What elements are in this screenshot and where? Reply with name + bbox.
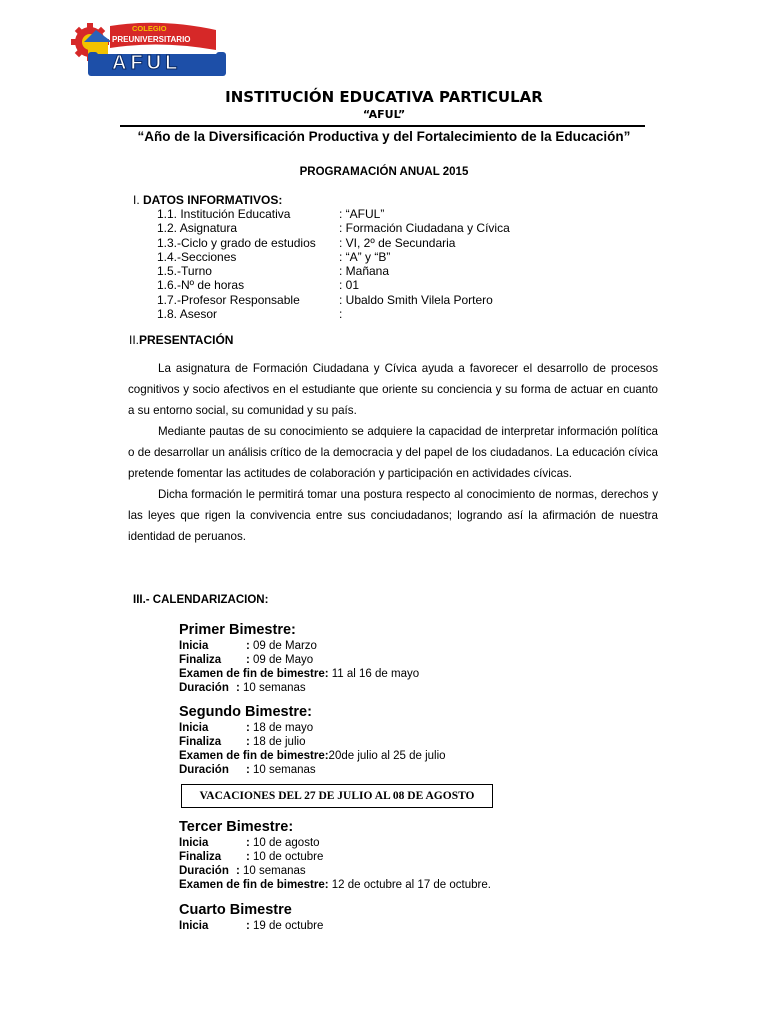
bimestre-row: [179, 836, 491, 850]
bimestre-value: 09 de Marzo: [253, 640, 317, 652]
bimestre-key: Finaliza: [179, 851, 222, 863]
bimestre-key: Examen de fin de bimestre:: [179, 750, 329, 762]
datos-value: : Mañana: [339, 264, 390, 279]
bimestre-row: [179, 878, 491, 892]
section-number: II.: [129, 333, 140, 347]
datos-row: [157, 264, 510, 278]
section-datos-heading: [133, 193, 282, 207]
bimestre-value: 09 de Mayo: [253, 654, 314, 666]
datos-row: [157, 250, 510, 264]
bimestre-row: [179, 763, 446, 777]
bimestre-value: 12 de octubre al 17 de octubre.: [331, 879, 491, 891]
datos-label: 1.3.-Ciclo y grado de estudios: [157, 235, 316, 250]
bimestre-block: [179, 818, 491, 892]
logo-text-colegio: COLEGIO: [132, 24, 167, 33]
presentacion-body: [128, 358, 658, 547]
vacaciones-box: VACACIONES DEL 27 DE JULIO AL 08 DE AGOSTO: [181, 784, 493, 808]
bimestre-key: Finaliza: [179, 654, 222, 666]
bimestre-key: Inicia: [179, 722, 209, 734]
bimestre-sep: :: [246, 920, 254, 932]
bimestre-sep: :: [246, 851, 254, 863]
bimestre-key: Examen de fin de bimestre:: [179, 668, 329, 680]
institution-title: INSTITUCIÓN EDUCATIVA PARTICULAR: [225, 88, 543, 106]
datos-label: 1.7.-Profesor Responsable: [157, 292, 300, 307]
section-calendarizacion-heading: III.- CALENDARIZACION:: [133, 594, 269, 606]
bimestre-row: [179, 735, 446, 749]
bimestre-sep: :: [236, 682, 244, 694]
bimestre-row: [179, 667, 419, 681]
bimestre-key: Duración: [179, 764, 229, 776]
bimestre-row: [179, 919, 323, 933]
bimestre-row: [179, 681, 419, 695]
bimestre-value: 20de julio al 25 de julio: [328, 750, 446, 762]
logo-text-preuniversitario: PREUNIVERSITARIO: [112, 35, 191, 44]
year-motto: “Año de la Diversificación Productiva y del Fortalecimiento de la Educación”: [137, 129, 631, 144]
bimestre-value: 10 de octubre: [253, 851, 324, 863]
bimestre-row: [179, 749, 446, 763]
bimestre-value: 10 semanas: [253, 764, 316, 776]
bimestre-key: Examen de fin de bimestre:: [179, 879, 329, 891]
bimestre-block: [179, 703, 446, 777]
section-title: PRESENTACIÓN: [139, 333, 234, 347]
datos-value: :: [339, 307, 343, 322]
bimestre-row: [179, 653, 419, 667]
datos-value: : 01: [339, 278, 360, 293]
bimestre-value: 11 al 16 de mayo: [331, 668, 420, 680]
bimestre-row: [179, 864, 491, 878]
datos-table: [157, 207, 510, 321]
bimestre-row: [179, 721, 446, 735]
programacion-title: PROGRAMACIÓN ANUAL 2015: [299, 166, 469, 178]
bimestre-value: 18 de julio: [253, 736, 306, 748]
bimestre-sep: :: [246, 722, 254, 734]
bimestre-sep: :: [236, 865, 244, 877]
section-number: I.: [133, 193, 140, 207]
school-logo: [70, 20, 230, 78]
bimestre-sep: :: [246, 837, 254, 849]
bimestre-value: 10 semanas: [243, 682, 306, 694]
datos-value: : Ubaldo Smith Vilela Portero: [339, 292, 493, 307]
datos-row: [157, 236, 510, 250]
datos-value: : Formación Ciudadana y Cívica: [339, 221, 510, 236]
bimestre-row: [179, 639, 419, 653]
datos-value: : VI, 2º de Secundaria: [339, 235, 456, 250]
datos-label: 1.6.-Nº de horas: [157, 278, 245, 293]
paragraph: Dicha formación le permitirá tomar una postura respecto al conocimiento de normas, derechos y las leyes que rigen la convivencia entre sus conciudadanos; logrando así la afirmación de nuestra identidad de peruanos.: [128, 488, 658, 543]
datos-row: [157, 293, 510, 307]
datos-row: [157, 207, 510, 221]
bimestre-key: Finaliza: [179, 736, 222, 748]
bimestre-value: 10 de agosto: [253, 837, 320, 849]
institution-subtitle: “AFUL”: [362, 108, 406, 121]
bimestre-key: Inicia: [179, 920, 209, 932]
bimestre-block: [179, 621, 419, 695]
section-presentacion-heading: [129, 333, 233, 347]
bimestre-key: Inicia: [179, 837, 209, 849]
datos-row: [157, 221, 510, 235]
datos-label: 1.1. Institución Educativa: [157, 207, 291, 221]
bimestre-key: Duración: [179, 682, 229, 694]
bimestre-key: Duración: [179, 865, 229, 877]
datos-value: : “A” y “B”: [339, 249, 391, 264]
datos-label: 1.5.-Turno: [157, 264, 212, 279]
section-title: DATOS INFORMATIVOS:: [143, 193, 283, 207]
bimestre-value: 18 de mayo: [253, 722, 314, 734]
bimestre-key: Inicia: [179, 640, 209, 652]
bimestre-sep: :: [246, 736, 254, 748]
datos-row: [157, 307, 510, 321]
bimestre-title: Primer Bimestre:: [179, 622, 296, 638]
bimestre-sep: :: [246, 640, 254, 652]
bimestre-row: [179, 850, 491, 864]
bimestre-title: Segundo Bimestre:: [179, 704, 312, 720]
header-divider: [120, 125, 645, 127]
bimestre-sep: :: [246, 764, 254, 776]
bimestre-sep: :: [246, 654, 254, 666]
paragraph: La asignatura de Formación Ciudadana y Cívica ayuda a favorecer el desarrollo de procesos cognitivos y socio afectivos en el estudiante que oriente su conciencia y su forma de actuar en cuanto a su entorno social, su comunidad y su país.: [128, 362, 658, 417]
logo-text-aful: AFUL: [112, 52, 182, 74]
bimestre-value: 19 de octubre: [253, 920, 324, 932]
datos-label: 1.8. Asesor: [157, 307, 218, 322]
paragraph: Mediante pautas de su conocimiento se adquiere la capacidad de interpretar información política o de desarrollar un análisis crítico de la democracia y del papel de los ciudadanos. La educación cívica pretende fomentar las actitudes de colaboración y participación en actividades cívicas.: [128, 425, 658, 480]
datos-label: 1.2. Asignatura: [157, 221, 238, 236]
datos-row: [157, 278, 510, 292]
datos-value: : “AFUL”: [339, 207, 385, 221]
bimestre-title: Cuarto Bimestre: [179, 902, 292, 918]
bimestre-title: Tercer Bimestre:: [179, 819, 294, 835]
bimestre-block: [179, 901, 323, 933]
datos-label: 1.4.-Secciones: [157, 249, 237, 264]
bimestre-value: 10 semanas: [243, 865, 306, 877]
